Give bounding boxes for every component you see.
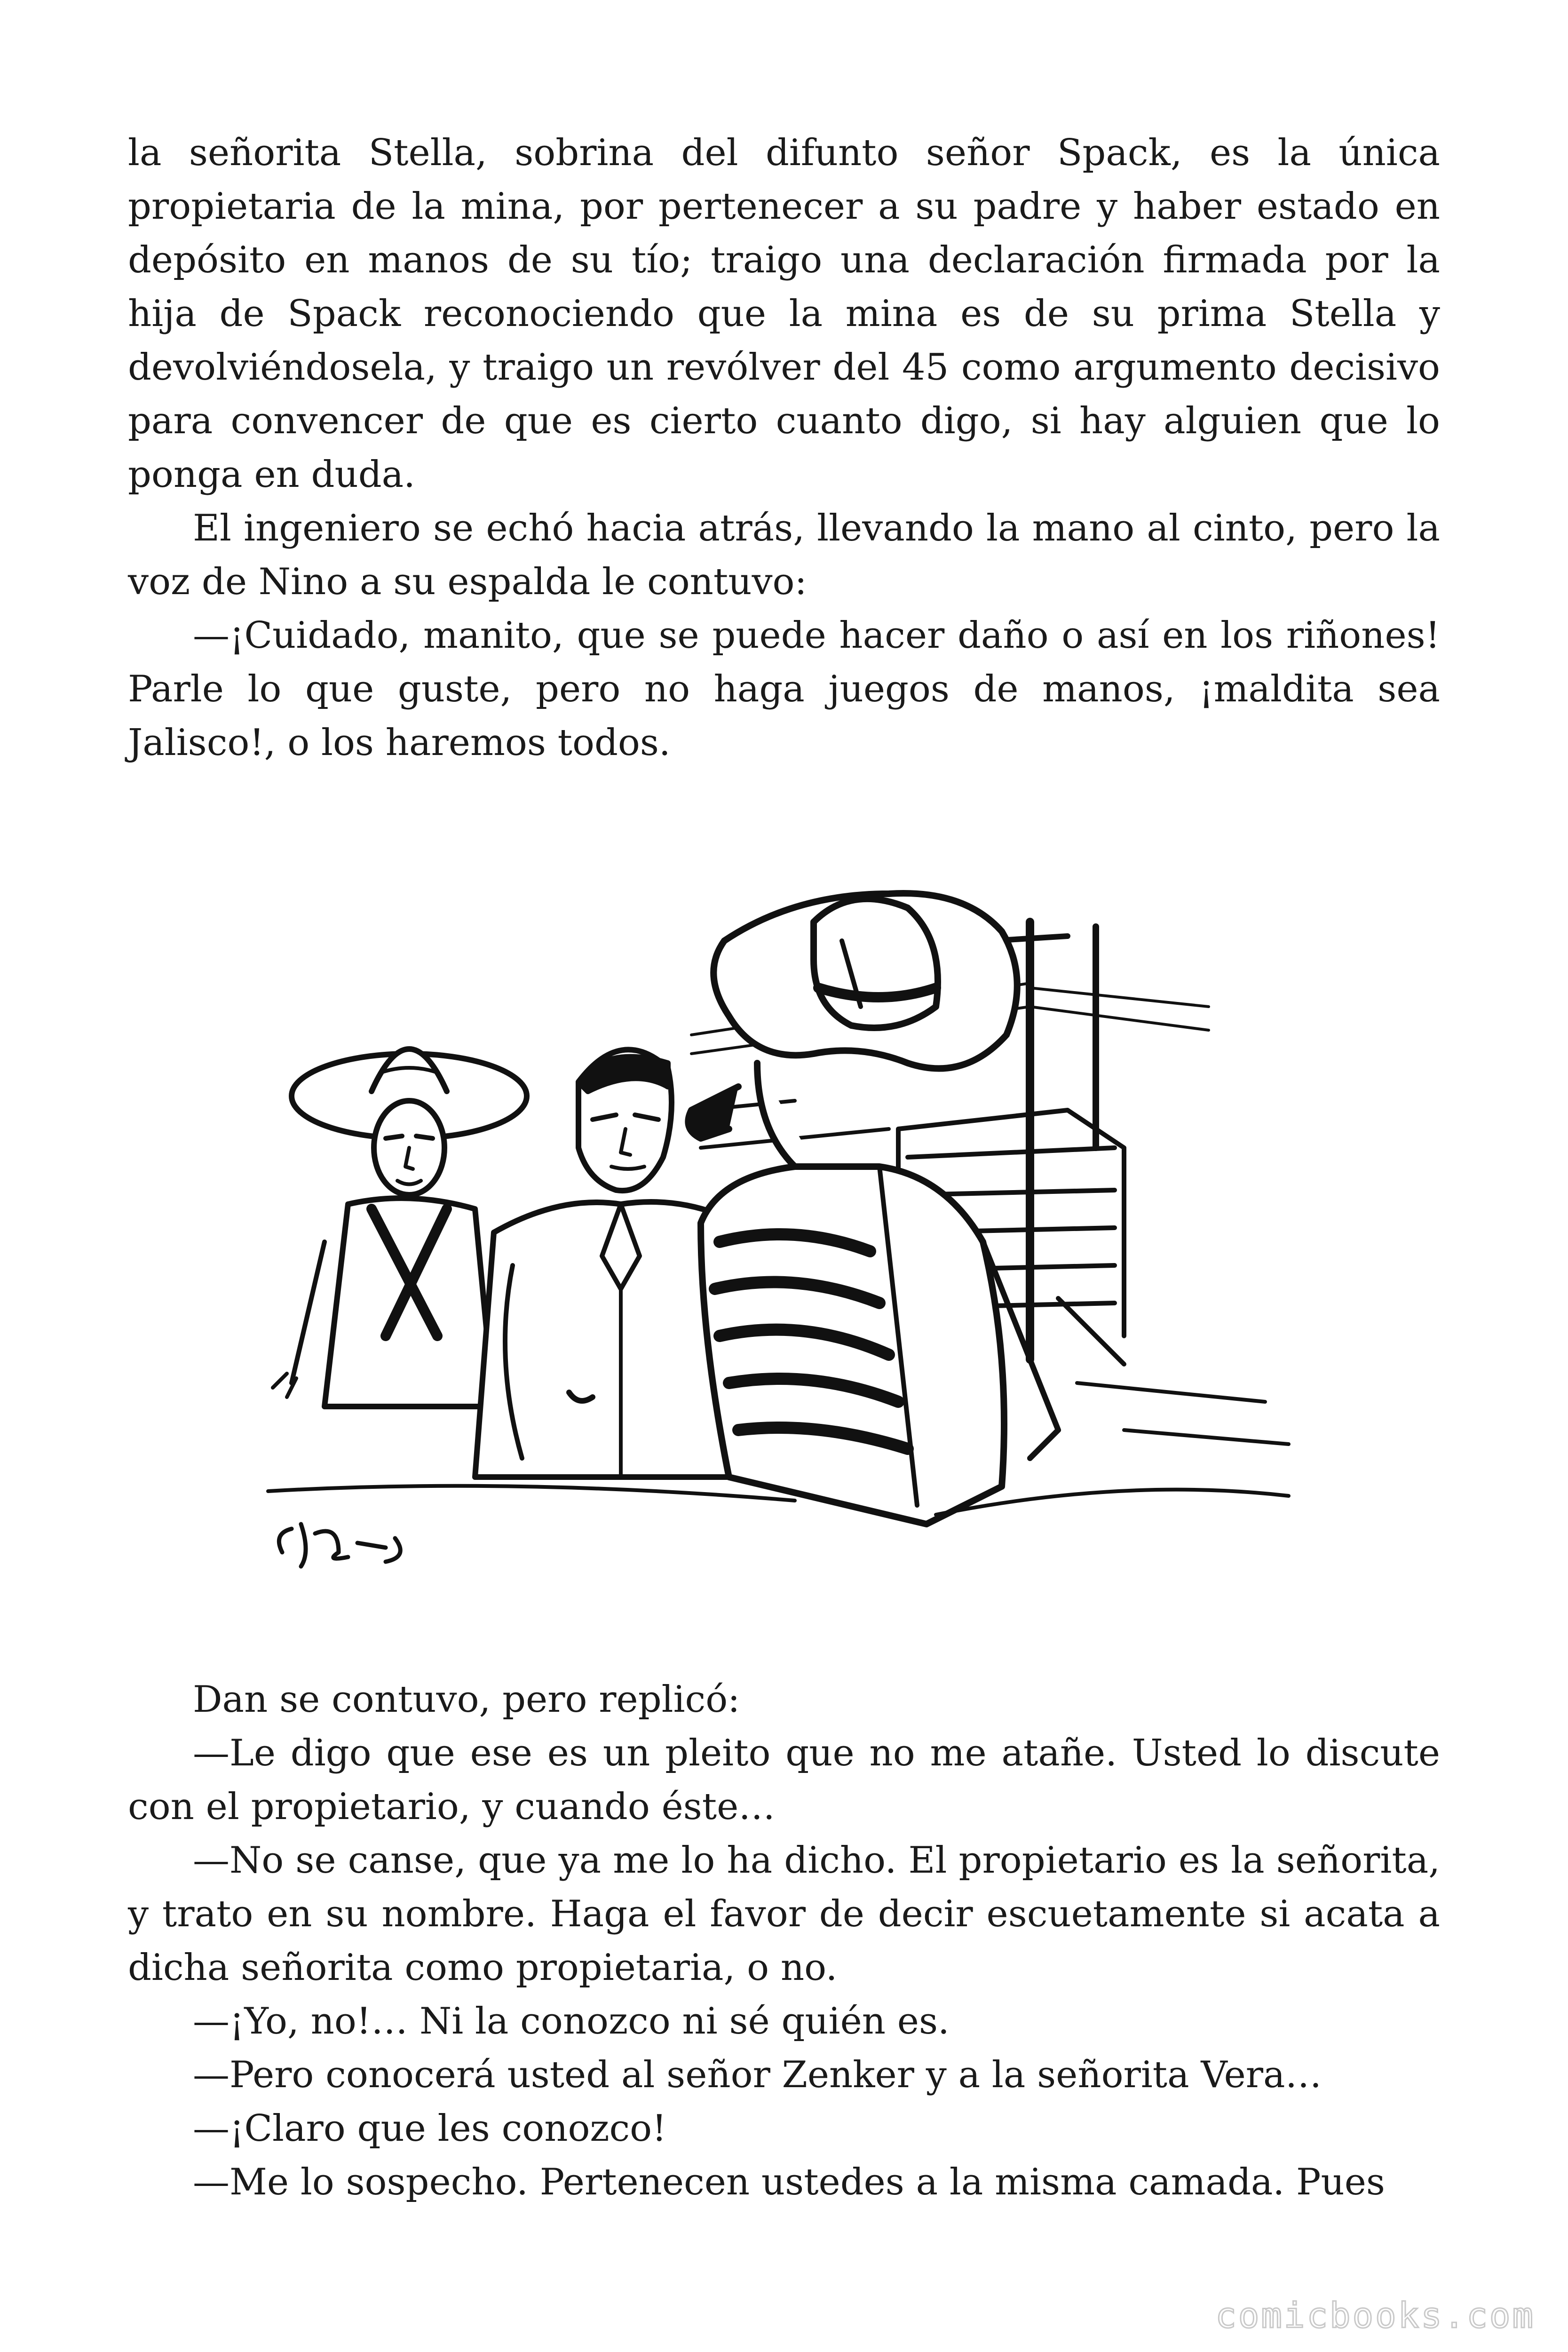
- paragraph: —¡Cuidado, manito, que se puede hacer daño o así en los riñones! Parle lo que guste, pero no haga juegos de manos, ¡maldita sea Jalisco!, o los haremos todos.: [128, 614, 1440, 764]
- paragraph: —Pero conocerá usted al señor Zenker y a la señorita Vera…: [193, 2054, 1322, 2096]
- paragraph: Dan se contuvo, pero replicó:: [193, 1678, 740, 1721]
- artist-signature: [279, 1524, 400, 1566]
- figure-foreground: [688, 893, 1124, 1524]
- paragraph: El ingeniero se echó hacia atrás, llevando la mano al cinto, pero la voz de Nino a su espalda le contuvo:: [128, 507, 1440, 603]
- bottom-text-block: [128, 1673, 1440, 2209]
- paragraph: la señorita Stella, sobrina del difunto señor Spack, es la única propietaria de la mina, por pertenecer a su padre y haber estado en depósito en manos de su tío; traigo una declaración firmada por la hija de Spack reconociendo que la mina es de su prima Stella y devolviéndosela, y traigo un revólver del 45 como argumento decisivo para convencer de que es cierto cuanto digo, si hay alguien que lo ponga en duda.: [128, 132, 1440, 496]
- paragraph: —¡Yo, no!… Ni la conozco ni sé quién es.: [193, 2000, 950, 2042]
- paragraph: —Le digo que ese es un pleito que no me atañe. Usted lo discute con el propietario, y cuando éste…: [128, 1732, 1440, 1828]
- paragraph: —¡Claro que les conozco!: [193, 2107, 667, 2150]
- paragraph: —No se canse, que ya me lo ha dicho. El propietario es la señorita, y trato en su nombre. Haga el favor de decir escuetamente si acata a dicha señorita como propietaria, o no.: [128, 1839, 1440, 1989]
- paragraph: —Me lo sospecho. Pertenecen ustedes a la misma camada. Pues: [193, 2161, 1385, 2203]
- watermark: comicbooks.com: [1215, 2296, 1535, 2336]
- top-text-block: [128, 126, 1440, 770]
- western-scene-illustration-icon: [230, 866, 1326, 1599]
